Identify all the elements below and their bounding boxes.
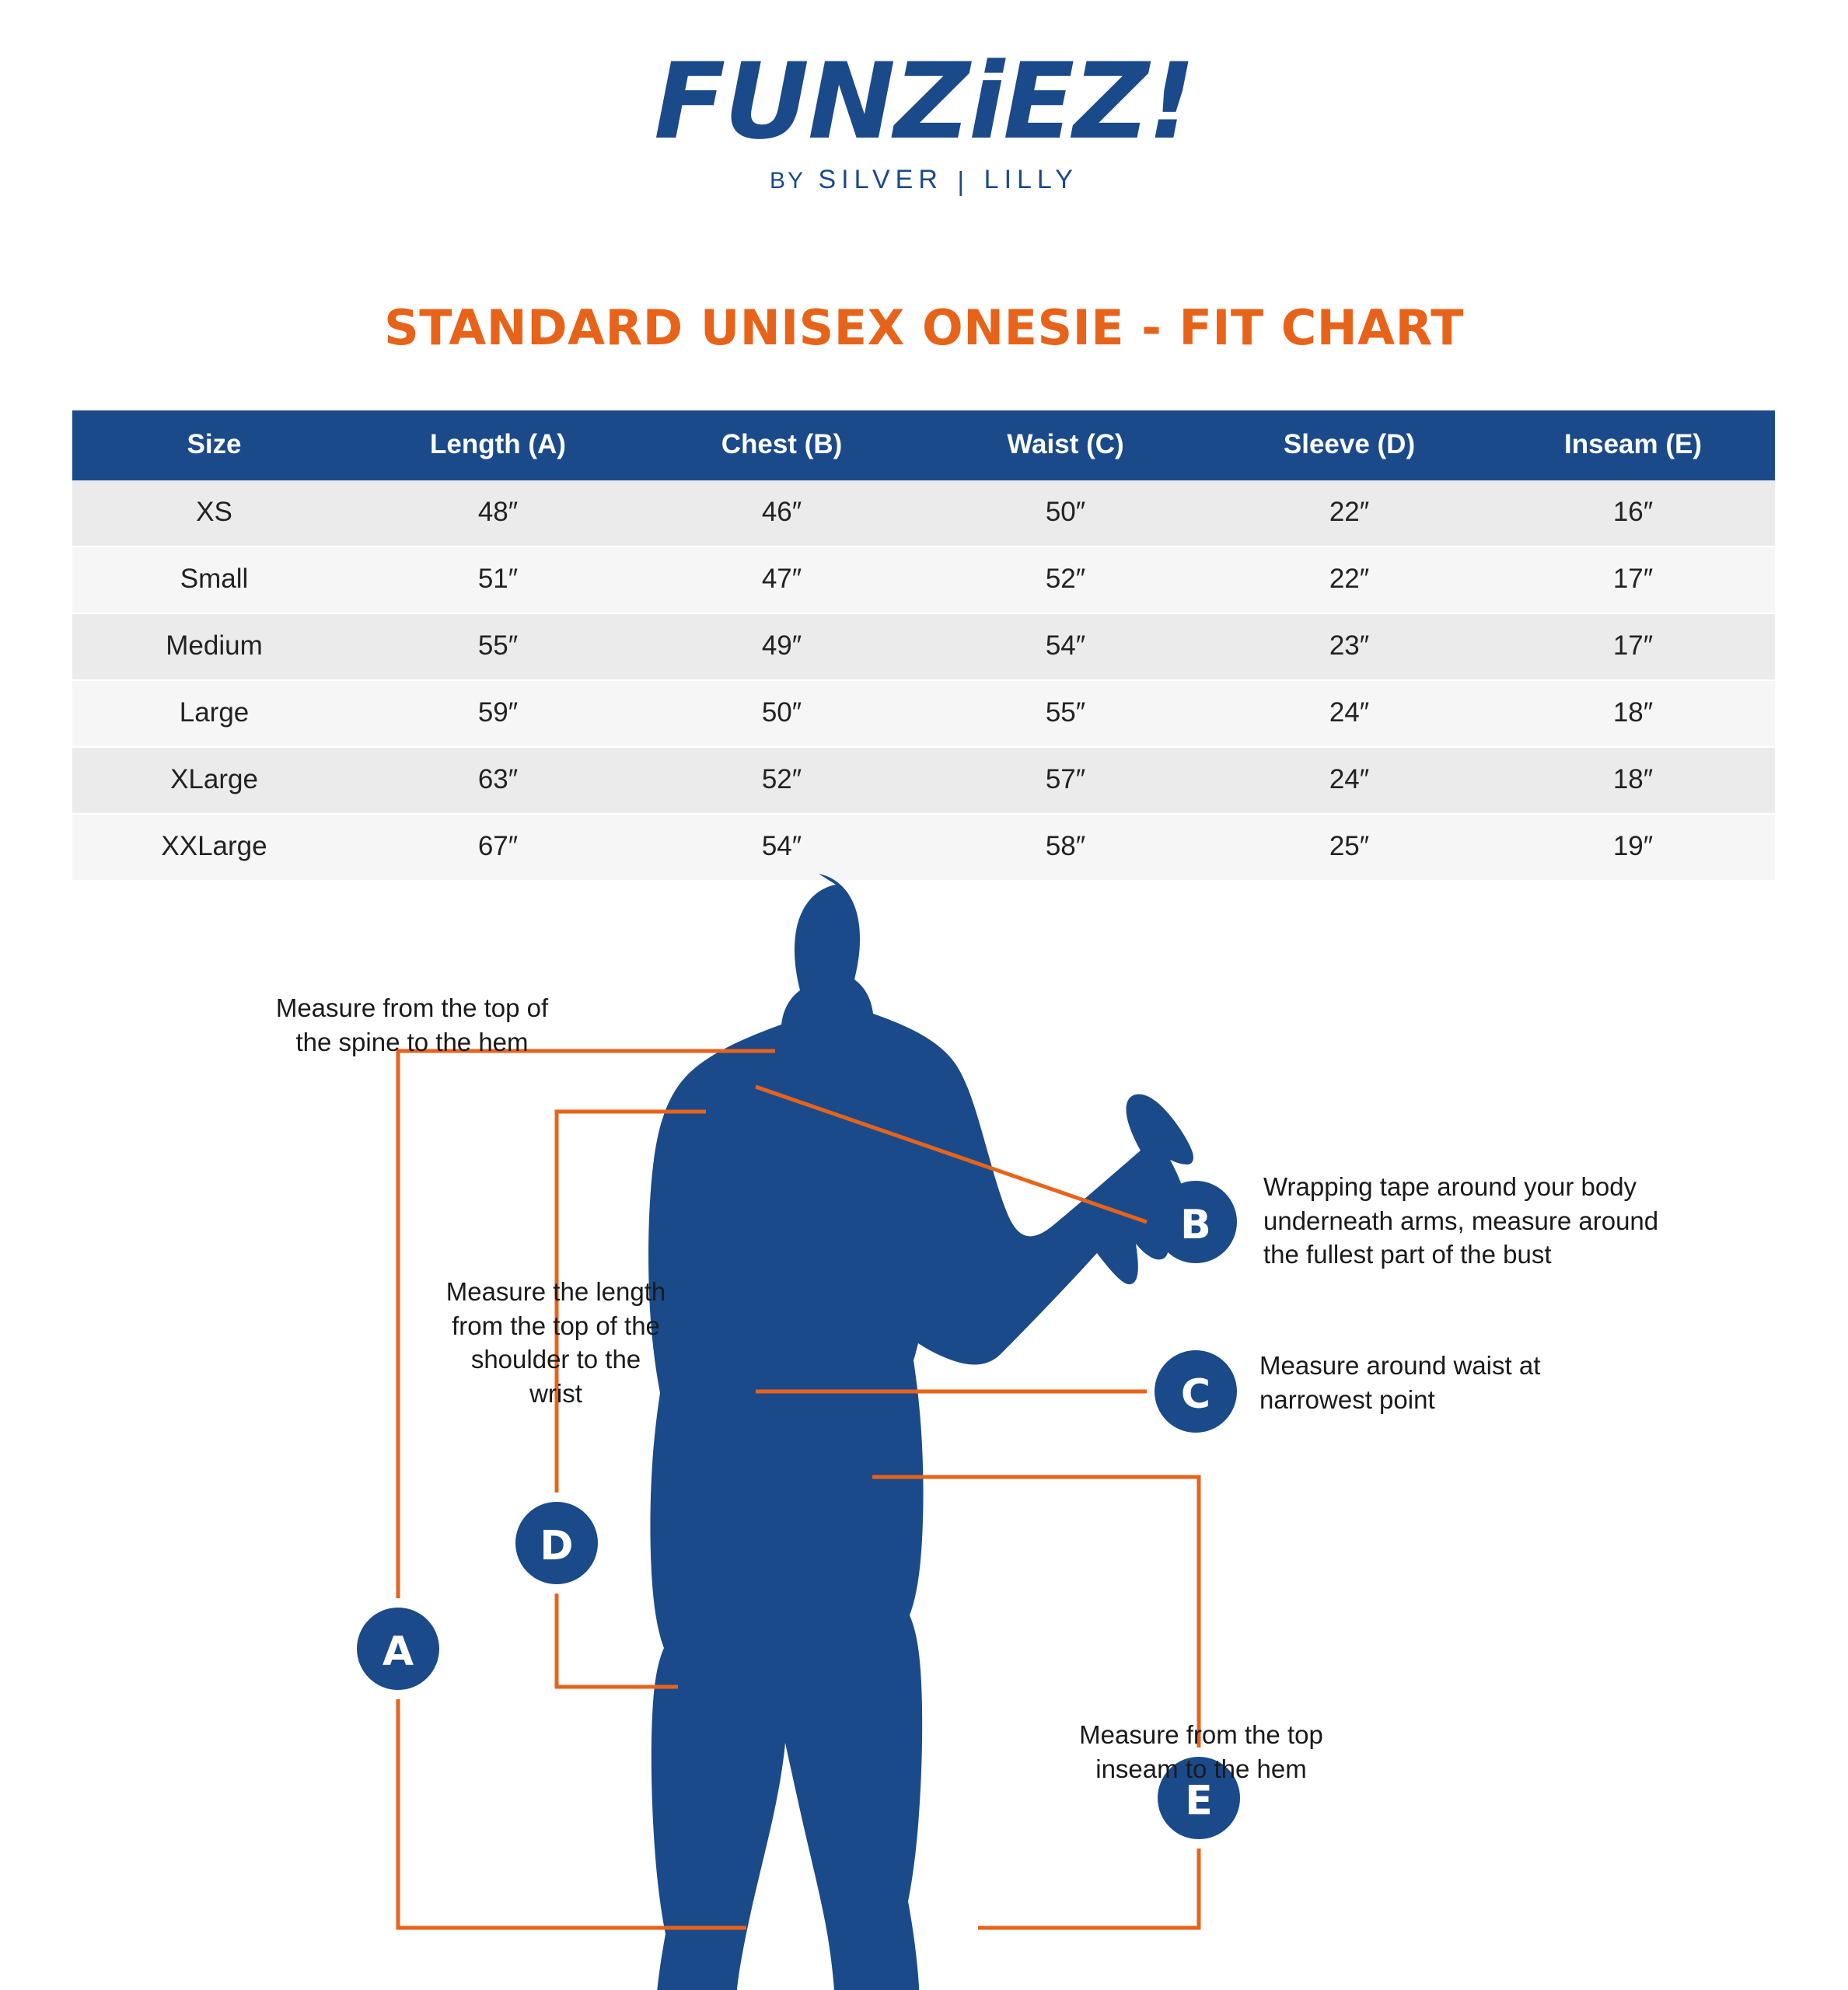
column-header-chest: Chest (B): [640, 410, 924, 480]
cell-length: 51″: [356, 546, 640, 613]
callout-text-c: Measure around waist at narrowest point: [1259, 1351, 1541, 1414]
cell-chest: 54″: [640, 814, 924, 881]
cell-chest: 52″: [640, 747, 924, 814]
cell-size: XS: [72, 480, 356, 546]
logo-divider-bar: |: [957, 166, 970, 197]
cell-sleeve: 23″: [1207, 613, 1491, 680]
cell-waist: 50″: [924, 480, 1207, 546]
column-header-size: Size: [72, 410, 356, 480]
cell-length: 55″: [356, 613, 640, 680]
table-row: [72, 680, 1775, 747]
callout-text-e: Measure from the top inseam to the hem: [1079, 1720, 1323, 1783]
cell-sleeve: 24″: [1207, 747, 1491, 814]
cell-inseam: 18″: [1491, 747, 1775, 814]
cell-chest: 50″: [640, 680, 924, 747]
table-row: [72, 546, 1775, 613]
cell-inseam: 16″: [1491, 480, 1775, 546]
callout-badge-a-letter: A: [382, 1629, 414, 1675]
cell-inseam: 17″: [1491, 546, 1775, 613]
cell-sleeve: 22″: [1207, 480, 1491, 546]
cell-sleeve: 24″: [1207, 680, 1491, 747]
cell-size: XLarge: [72, 747, 356, 814]
cell-inseam: 17″: [1491, 613, 1775, 680]
cell-chest: 47″: [640, 546, 924, 613]
column-header-waist: Waist (C): [924, 410, 1207, 480]
cell-length: 48″: [356, 480, 640, 546]
table-row: [72, 747, 1775, 814]
human-silhouette: [618, 874, 1194, 1990]
callout-text-d: Measure the length from the top of the shoulder to the wrist: [445, 1277, 666, 1408]
cell-waist: 57″: [924, 747, 1207, 814]
column-header-length: Length (A): [356, 410, 640, 480]
cell-waist: 54″: [924, 613, 1207, 680]
page-title: STANDARD UNISEX ONESIE - FIT CHART: [384, 299, 1464, 356]
logo-brand-left: SILVER: [818, 164, 943, 194]
logo-brand-right: LILLY: [983, 164, 1078, 194]
cell-waist: 55″: [924, 680, 1207, 747]
cell-sleeve: 25″: [1207, 814, 1491, 881]
brand-logo: [0, 40, 1848, 197]
cell-size: XXLarge: [72, 814, 356, 881]
cell-chest: 46″: [640, 480, 924, 546]
cell-size: Medium: [72, 613, 356, 680]
logo-subtitle: [0, 165, 1848, 195]
cell-length: 63″: [356, 747, 640, 814]
column-header-inseam: Inseam (E): [1491, 410, 1775, 480]
callout-badge-b-letter: B: [1180, 1202, 1211, 1248]
table-row: [72, 480, 1775, 546]
cell-inseam: 18″: [1491, 680, 1775, 747]
logo-wordmark: FUNZiEZ!: [654, 40, 1194, 162]
cell-chest: 49″: [640, 613, 924, 680]
leader-line-e-bottom: [978, 1849, 1199, 1928]
callout-badge-e-letter: E: [1185, 1778, 1213, 1824]
cell-size: Small: [72, 546, 356, 613]
column-header-sleeve: Sleeve (D): [1207, 410, 1491, 480]
logo-by-label: BY: [770, 167, 806, 194]
callout-text-b: Wrapping tape around your body underneath arms, measure around the fullest part of the bust: [1263, 1172, 1659, 1269]
fit-chart-table: [72, 410, 1775, 882]
table-row: [72, 613, 1775, 680]
cell-length: 67″: [356, 814, 640, 881]
cell-waist: 58″: [924, 814, 1207, 881]
cell-inseam: 19″: [1491, 814, 1775, 881]
cell-sleeve: 22″: [1207, 546, 1491, 613]
cell-size: Large: [72, 680, 356, 747]
cell-waist: 52″: [924, 546, 1207, 613]
callout-text-a: Measure from the top of the spine to the hem: [275, 993, 549, 1056]
table-header-row: [72, 410, 1775, 480]
cell-length: 59″: [356, 680, 640, 747]
callout-badge-d-letter: D: [540, 1523, 574, 1569]
callout-badge-c-letter: C: [1180, 1371, 1211, 1418]
